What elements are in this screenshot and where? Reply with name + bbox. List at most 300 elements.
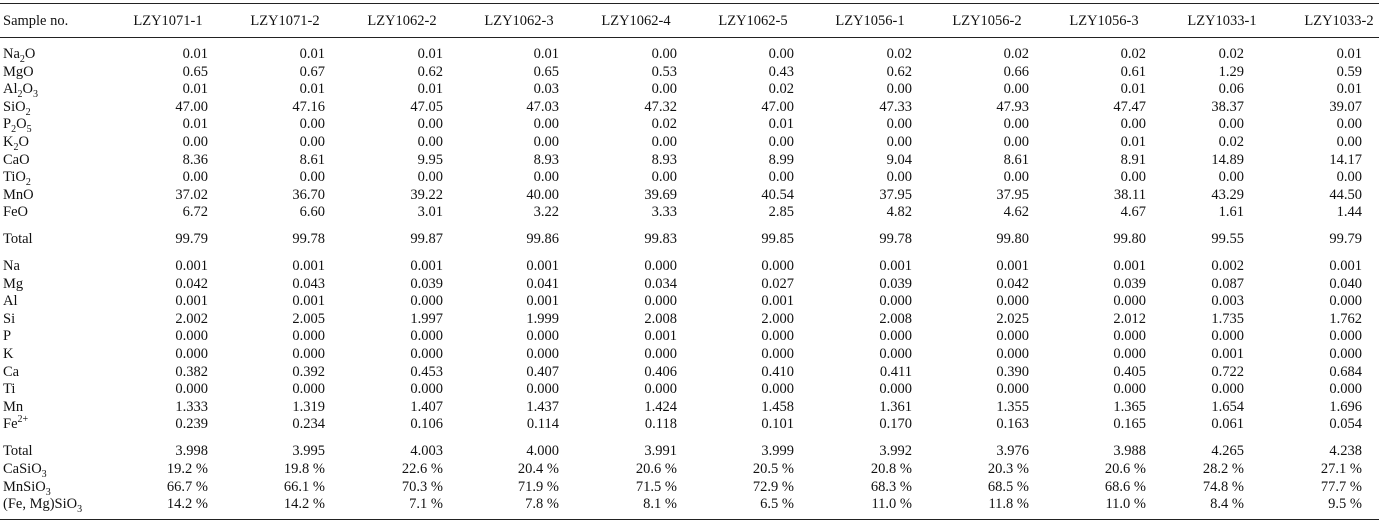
table-cell: 2.008 <box>644 311 677 327</box>
column-header: LZY1071-2 <box>250 13 320 29</box>
table-cell: 0.000 <box>410 346 443 362</box>
table-cell: 0.000 <box>1113 293 1146 309</box>
column-header: LZY1033-1 <box>1187 13 1257 29</box>
table-cell: 1.762 <box>1329 311 1362 327</box>
table-cell: 0.66 <box>1003 64 1029 80</box>
table-cell: 47.33 <box>879 99 912 115</box>
table-cell: 0.000 <box>175 328 208 344</box>
row-label: $P_2O_5$ <box>3 116 32 135</box>
table-cell: 0.406 <box>644 364 677 380</box>
table-cell: 0.01 <box>1336 81 1362 97</box>
table-cell: 2.012 <box>1113 311 1146 327</box>
table-cell: 0.001 <box>1211 346 1244 362</box>
table-cell: 0.00 <box>533 134 559 150</box>
table-cell: 0.02 <box>768 81 794 97</box>
table-cell: 8.93 <box>533 152 559 168</box>
table-cell: 0.000 <box>410 381 443 397</box>
table-cell: 1.999 <box>526 311 559 327</box>
oxide-row <box>0 46 1379 63</box>
table-cell: 0.000 <box>1113 346 1146 362</box>
table-cell: 0.65 <box>533 64 559 80</box>
table-cell: 0.118 <box>644 416 677 432</box>
table-cell: 1.407 <box>410 399 443 415</box>
table-cell: 43.29 <box>1211 187 1244 203</box>
table-cell: 0.00 <box>1218 169 1244 185</box>
row-label: MnSiO$_3$ <box>3 479 51 498</box>
table-cell: 0.00 <box>651 46 677 62</box>
table-cell: 0.000 <box>644 346 677 362</box>
row-label: Mg <box>3 276 24 292</box>
table-cell: 0.000 <box>175 381 208 397</box>
table-cell: 0.001 <box>175 293 208 309</box>
table-cell: 0.00 <box>417 169 443 185</box>
table-cell: 14.17 <box>1329 152 1362 168</box>
table-cell: 0.001 <box>292 293 325 309</box>
table-cell: 2.005 <box>292 311 325 327</box>
table-cell: 2.002 <box>175 311 208 327</box>
table-cell: 0.001 <box>1113 258 1146 274</box>
table-cell: 3.998 <box>175 443 208 459</box>
table-cell: 0.042 <box>996 276 1029 292</box>
table-cell: 1.458 <box>761 399 794 415</box>
table-cell: 0.000 <box>996 346 1029 362</box>
table-cell: 0.000 <box>526 328 559 344</box>
table-cell: 37.95 <box>879 187 912 203</box>
table-cell: 47.16 <box>292 99 325 115</box>
table-cell: 0.001 <box>1329 258 1362 274</box>
table-cell: 9.95 <box>417 152 443 168</box>
table-cell: 20.5 % <box>752 461 794 477</box>
table-cell: 0.000 <box>410 293 443 309</box>
table-cell: 0.001 <box>175 258 208 274</box>
table-cell: 0.00 <box>1336 134 1362 150</box>
table-cell: 0.001 <box>996 258 1029 274</box>
table-cell: 3.33 <box>651 204 677 220</box>
table-cell: 0.000 <box>761 381 794 397</box>
table-cell: 0.000 <box>761 328 794 344</box>
table-cell: 0.00 <box>417 116 443 132</box>
table-cell: 99.86 <box>526 231 559 247</box>
table-cell: 0.00 <box>1336 169 1362 185</box>
column-header: LZY1056-3 <box>1069 13 1139 29</box>
table-cell: 38.11 <box>1113 187 1146 203</box>
table-cell: 1.319 <box>292 399 325 415</box>
table-cell: 0.239 <box>175 416 208 432</box>
table-cell: 0.000 <box>526 381 559 397</box>
table-cell: 0.392 <box>292 364 325 380</box>
corner-header: Sample no. <box>3 13 69 29</box>
table-cell: 99.80 <box>996 231 1029 247</box>
table-cell: 4.238 <box>1329 443 1362 459</box>
table-cell: 0.000 <box>410 328 443 344</box>
table-cell: 0.02 <box>1120 46 1146 62</box>
row-label: Mn <box>3 399 24 415</box>
table-cell: 0.000 <box>1329 346 1362 362</box>
table-cell: 0.00 <box>886 169 912 185</box>
table-cell: 8.99 <box>768 152 794 168</box>
table-cell: 39.69 <box>644 187 677 203</box>
table-cell: 0.054 <box>1329 416 1362 432</box>
table-cell: 0.00 <box>1218 116 1244 132</box>
table-cell: 0.405 <box>1113 364 1146 380</box>
table-cell: 0.684 <box>1329 364 1362 380</box>
table-cell: 0.01 <box>1120 134 1146 150</box>
table-cell: 0.62 <box>417 64 443 80</box>
table-cell: 0.000 <box>292 381 325 397</box>
table-cell: 36.70 <box>292 187 325 203</box>
table-cell: 0.000 <box>1211 328 1244 344</box>
oxide-row <box>0 204 1379 221</box>
table-cell: 0.67 <box>299 64 325 80</box>
oxide-row <box>0 152 1379 169</box>
table-cell: 1.365 <box>1113 399 1146 415</box>
table-cell: 0.01 <box>182 46 208 62</box>
table-cell: 38.37 <box>1211 99 1244 115</box>
table-cell: 0.02 <box>1003 46 1029 62</box>
table-cell: 0.000 <box>644 381 677 397</box>
table-cell: 0.43 <box>768 64 794 80</box>
table-cell: 0.001 <box>526 293 559 309</box>
oxide-row <box>0 169 1379 186</box>
row-label: $K_2O$ <box>3 134 29 153</box>
table-cell: 0.00 <box>533 116 559 132</box>
table-cell: 74.8 % <box>1202 479 1244 495</box>
table-cell: 0.00 <box>299 116 325 132</box>
table-cell: 19.2 % <box>166 461 208 477</box>
table-cell: 0.411 <box>879 364 912 380</box>
table-cell: 1.696 <box>1329 399 1362 415</box>
table-cell: 99.83 <box>644 231 677 247</box>
table-cell: 0.000 <box>1329 328 1362 344</box>
table-cell: 20.6 % <box>635 461 677 477</box>
table-cell: 2.85 <box>768 204 794 220</box>
table-cell: 77.7 % <box>1320 479 1362 495</box>
table-cell: 1.44 <box>1336 204 1362 220</box>
table-cell: 0.02 <box>886 46 912 62</box>
table-bottom-rule <box>0 519 1379 520</box>
table-cell: 4.82 <box>886 204 912 220</box>
table-cell: 99.78 <box>879 231 912 247</box>
table-cell: 3.976 <box>996 443 1029 459</box>
table-cell: 0.000 <box>879 328 912 344</box>
table-cell: 0.000 <box>996 293 1029 309</box>
table-cell: 0.000 <box>879 381 912 397</box>
table-cell: 0.000 <box>644 258 677 274</box>
table-cell: 3.999 <box>761 443 794 459</box>
table-cell: 0.03 <box>533 81 559 97</box>
table-cell: 0.000 <box>996 328 1029 344</box>
oxide-row <box>0 64 1379 81</box>
table-cell: 0.00 <box>1003 169 1029 185</box>
table-cell: 0.01 <box>417 81 443 97</box>
table-cell: 71.9 % <box>517 479 559 495</box>
column-header: LZY1056-2 <box>952 13 1022 29</box>
table-cell: 68.5 % <box>987 479 1029 495</box>
column-header: LZY1062-4 <box>601 13 671 29</box>
table-cell: 0.027 <box>761 276 794 292</box>
table-cell: 0.00 <box>1120 116 1146 132</box>
row-label: CaSiO$_3$ <box>3 461 47 480</box>
table-cell: 99.85 <box>761 231 794 247</box>
table-cell: 3.01 <box>417 204 443 220</box>
cation-row <box>0 381 1379 398</box>
table-cell: 0.061 <box>1211 416 1244 432</box>
cation-total-row <box>0 443 1379 460</box>
table-cell: 9.5 % <box>1328 496 1362 512</box>
table-cell: 0.06 <box>1218 81 1244 97</box>
table-cell: 8.36 <box>182 152 208 168</box>
table-cell: 0.000 <box>879 293 912 309</box>
table-cell: 0.165 <box>1113 416 1146 432</box>
table-cell: 0.001 <box>526 258 559 274</box>
table-cell: 20.4 % <box>517 461 559 477</box>
table-cell: 0.00 <box>1003 81 1029 97</box>
table-cell: 47.32 <box>644 99 677 115</box>
oxide-row <box>0 116 1379 133</box>
row-label: P <box>3 328 12 344</box>
table-cell: 0.00 <box>651 169 677 185</box>
table-cell: 3.995 <box>292 443 325 459</box>
table-cell: 8.61 <box>1003 152 1029 168</box>
endmember-row <box>0 461 1379 478</box>
table-cell: 0.039 <box>1113 276 1146 292</box>
cation-row <box>0 311 1379 328</box>
table-cell: 0.000 <box>761 346 794 362</box>
table-cell: 0.040 <box>1329 276 1362 292</box>
table-cell: 1.355 <box>996 399 1029 415</box>
table-cell: 0.034 <box>644 276 677 292</box>
oxide-row <box>0 187 1379 204</box>
table-cell: 0.00 <box>1003 116 1029 132</box>
table-cell: 0.000 <box>175 346 208 362</box>
row-label: Na <box>3 258 20 274</box>
row-label: $Fe^{2+}$ <box>3 414 29 432</box>
table-cell: 0.000 <box>1329 293 1362 309</box>
table-cell: 0.390 <box>996 364 1029 380</box>
table-cell: 0.000 <box>1329 381 1362 397</box>
table-cell: 14.89 <box>1211 152 1244 168</box>
table-cell: 19.8 % <box>283 461 325 477</box>
table-cell: 6.5 % <box>760 496 794 512</box>
table-cell: 71.5 % <box>635 479 677 495</box>
table-cell: 0.410 <box>761 364 794 380</box>
table-cell: 28.2 % <box>1202 461 1244 477</box>
table-cell: 0.039 <box>410 276 443 292</box>
column-header: LZY1056-1 <box>835 13 905 29</box>
table-cell: 8.1 % <box>643 496 677 512</box>
table-cell: 0.002 <box>1211 258 1244 274</box>
table-cell: 8.4 % <box>1210 496 1244 512</box>
table-cell: 0.00 <box>886 134 912 150</box>
column-header: LZY1062-3 <box>484 13 554 29</box>
table-cell: 3.991 <box>644 443 677 459</box>
table-cell: 0.00 <box>533 169 559 185</box>
table-cell: 37.02 <box>175 187 208 203</box>
table-cell: 4.67 <box>1120 204 1146 220</box>
table-cell: 39.22 <box>410 187 443 203</box>
table-cell: 20.6 % <box>1104 461 1146 477</box>
table-cell: 0.042 <box>175 276 208 292</box>
cation-row <box>0 258 1379 275</box>
table-cell: 0.000 <box>644 293 677 309</box>
table-cell: 0.000 <box>996 381 1029 397</box>
column-header: LZY1033-2 <box>1304 13 1374 29</box>
table-cell: 0.001 <box>879 258 912 274</box>
table-cell: 0.407 <box>526 364 559 380</box>
table-cell: 99.79 <box>175 231 208 247</box>
column-header: LZY1062-2 <box>367 13 437 29</box>
table-cell: 0.001 <box>761 293 794 309</box>
table-cell: 14.2 % <box>166 496 208 512</box>
table-cell: 1.61 <box>1218 204 1244 220</box>
table-cell: 0.00 <box>651 134 677 150</box>
table-cell: 1.654 <box>1211 399 1244 415</box>
table-cell: 1.424 <box>644 399 677 415</box>
table-cell: 0.234 <box>292 416 325 432</box>
table-cell: 4.62 <box>1003 204 1029 220</box>
table-cell: 20.3 % <box>987 461 1029 477</box>
table-cell: 6.60 <box>299 204 325 220</box>
table-cell: 3.988 <box>1113 443 1146 459</box>
table-cell: 0.00 <box>299 169 325 185</box>
table-cell: 0.043 <box>292 276 325 292</box>
table-cell: 0.01 <box>1120 81 1146 97</box>
table-cell: 1.437 <box>526 399 559 415</box>
row-label: Ca <box>3 364 20 380</box>
table-cell: 27.1 % <box>1320 461 1362 477</box>
oxide-row <box>0 134 1379 151</box>
table-cell: 0.01 <box>417 46 443 62</box>
row-label: SiO$_2$ <box>3 99 31 118</box>
table-cell: 0.00 <box>182 169 208 185</box>
table-cell: 72.9 % <box>752 479 794 495</box>
table-cell: 6.72 <box>182 204 208 220</box>
table-cell: 2.008 <box>879 311 912 327</box>
oxide-row <box>0 81 1379 98</box>
table-cell: 40.00 <box>526 187 559 203</box>
table-cell: 1.735 <box>1211 311 1244 327</box>
table-cell: 0.001 <box>644 328 677 344</box>
table-cell: 99.80 <box>1113 231 1146 247</box>
table-cell: 11.8 % <box>988 496 1029 512</box>
cation-row <box>0 346 1379 363</box>
table-cell: 0.01 <box>182 116 208 132</box>
table-cell: 70.3 % <box>401 479 443 495</box>
table-cell: 8.93 <box>651 152 677 168</box>
table-cell: 0.00 <box>1120 169 1146 185</box>
table-cell: 11.0 % <box>871 496 912 512</box>
row-label: $Na_2O$ <box>3 46 36 65</box>
table-cell: 0.087 <box>1211 276 1244 292</box>
row-label: Total <box>3 443 33 459</box>
table-cell: 1.361 <box>879 399 912 415</box>
table-cell: 0.00 <box>417 134 443 150</box>
table-cell: 1.29 <box>1218 64 1244 80</box>
cation-row <box>0 399 1379 416</box>
table-cell: 0.01 <box>182 81 208 97</box>
table-cell: 4.003 <box>410 443 443 459</box>
table-cell: 0.01 <box>533 46 559 62</box>
table-cell: 0.106 <box>410 416 443 432</box>
table-cell: 0.00 <box>651 81 677 97</box>
table-cell: 4.265 <box>1211 443 1244 459</box>
table-cell: 0.000 <box>292 328 325 344</box>
cation-row <box>0 364 1379 381</box>
table-cell: 0.000 <box>526 346 559 362</box>
table-cell: 47.00 <box>761 99 794 115</box>
table-cell: 0.041 <box>526 276 559 292</box>
table-cell: 39.07 <box>1329 99 1362 115</box>
row-label: K <box>3 346 14 362</box>
table-cell: 3.22 <box>533 204 559 220</box>
row-label: Total <box>3 231 33 247</box>
table-cell: 0.000 <box>1113 381 1146 397</box>
table-cell: 0.02 <box>1218 46 1244 62</box>
table-cell: 0.722 <box>1211 364 1244 380</box>
table-cell: 0.00 <box>886 116 912 132</box>
cation-row <box>0 416 1379 433</box>
table-cell: 99.87 <box>410 231 443 247</box>
table-cell: 0.59 <box>1336 64 1362 80</box>
table-cell: 0.163 <box>996 416 1029 432</box>
table-cell: 68.3 % <box>870 479 912 495</box>
row-label: FeO <box>3 204 28 220</box>
row-label: Ti <box>3 381 16 397</box>
table-cell: 0.000 <box>761 258 794 274</box>
table-cell: 0.01 <box>1336 46 1362 62</box>
row-label: Si <box>3 311 16 327</box>
table-cell: 0.453 <box>410 364 443 380</box>
table-cell: 68.6 % <box>1104 479 1146 495</box>
table-cell: 66.1 % <box>283 479 325 495</box>
table-cell: 3.992 <box>879 443 912 459</box>
table-cell: 0.00 <box>768 46 794 62</box>
table-cell: 0.001 <box>292 258 325 274</box>
table-cell: 22.6 % <box>401 461 443 477</box>
table-cell: 0.01 <box>768 116 794 132</box>
table-cell: 0.000 <box>292 346 325 362</box>
table-cell: 0.02 <box>651 116 677 132</box>
cation-row <box>0 293 1379 310</box>
table-cell: 0.65 <box>182 64 208 80</box>
row-label: MnO <box>3 187 34 203</box>
table-cell: 0.003 <box>1211 293 1244 309</box>
table-cell: 0.00 <box>1336 116 1362 132</box>
table-cell: 99.79 <box>1329 231 1362 247</box>
row-label: TiO$_2$ <box>3 169 31 188</box>
table-cell: 47.00 <box>175 99 208 115</box>
table-cell: 11.0 % <box>1105 496 1146 512</box>
table-cell: 0.00 <box>1003 134 1029 150</box>
table-cell: 20.8 % <box>870 461 912 477</box>
table-cell: 0.01 <box>299 81 325 97</box>
table-cell: 44.50 <box>1329 187 1362 203</box>
table-cell: 0.62 <box>886 64 912 80</box>
table-cell: 0.382 <box>175 364 208 380</box>
table-cell: 0.170 <box>879 416 912 432</box>
table-cell: 0.01 <box>299 46 325 62</box>
table-cell: 47.93 <box>996 99 1029 115</box>
table-cell: 0.61 <box>1120 64 1146 80</box>
table-cell: 0.000 <box>879 346 912 362</box>
table-cell: 0.00 <box>768 134 794 150</box>
table-cell: 8.61 <box>299 152 325 168</box>
row-label: MgO <box>3 64 34 80</box>
table-cell: 9.04 <box>886 152 912 168</box>
table-cell: 99.55 <box>1211 231 1244 247</box>
table-cell: 0.039 <box>879 276 912 292</box>
cation-row <box>0 328 1379 345</box>
